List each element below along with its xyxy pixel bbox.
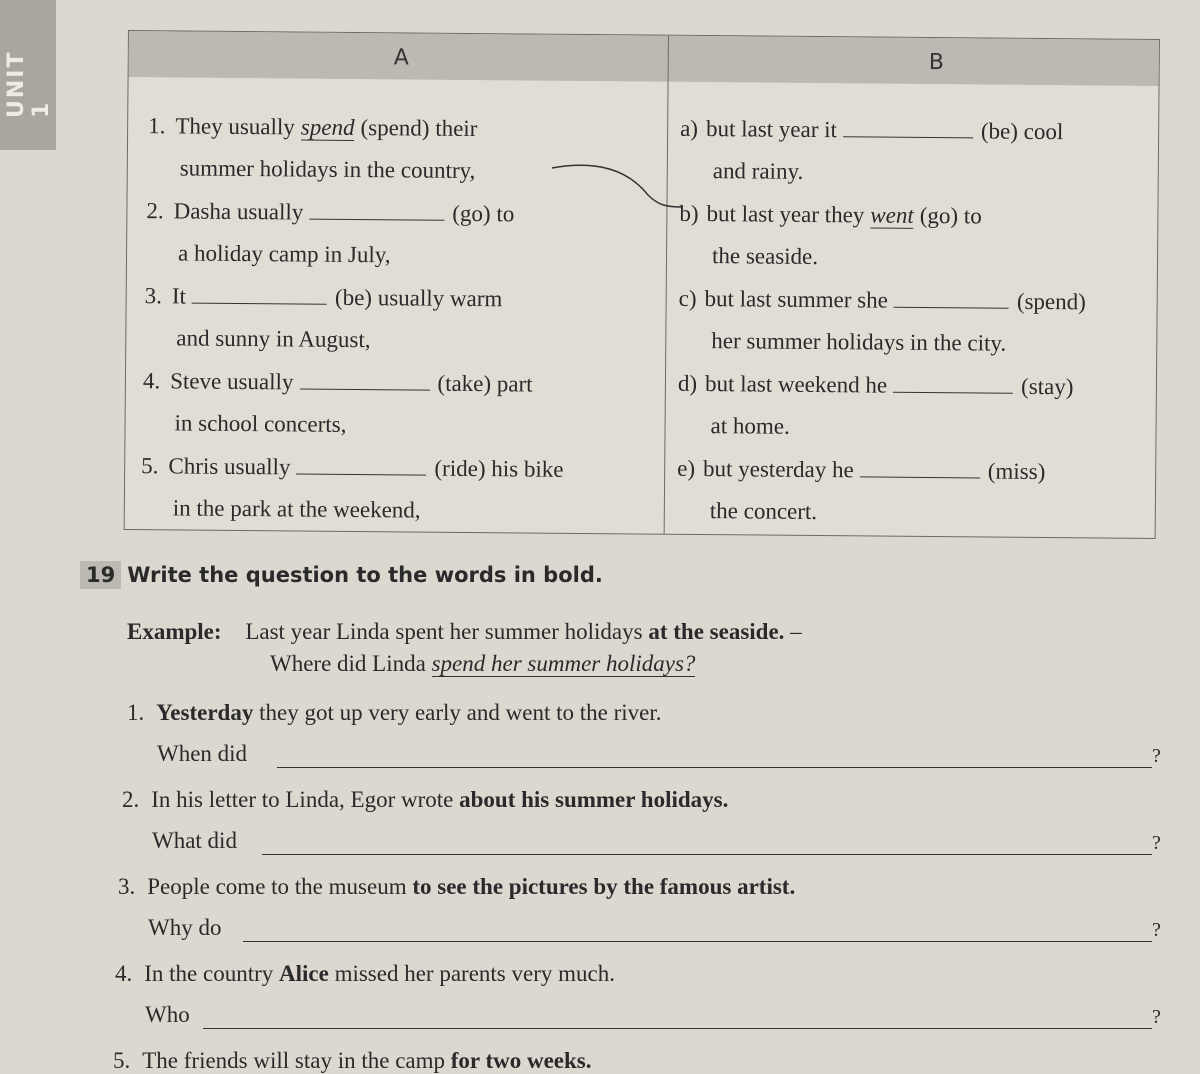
example-sentence: Last year Linda spent her summer holidays bbox=[245, 619, 649, 644]
item-text: Steve usually bbox=[170, 368, 294, 395]
question-prompt: Who bbox=[145, 1002, 190, 1027]
sentence-bold: Yesterday bbox=[156, 700, 254, 725]
column-divider bbox=[664, 36, 669, 534]
item-continuation: a holiday camp in July, bbox=[177, 240, 391, 268]
item-number: 4. bbox=[142, 368, 161, 394]
question-item bbox=[115, 961, 615, 987]
question-item bbox=[122, 787, 728, 813]
exercise-instruction: Write the question to the words in bold. bbox=[127, 563, 603, 587]
item-number: 5. bbox=[141, 453, 159, 479]
item-verb: (take) part bbox=[437, 370, 533, 397]
item-text: but last year it bbox=[705, 116, 838, 143]
answer-line[interactable] bbox=[243, 941, 1152, 942]
table-header bbox=[129, 31, 1159, 86]
item-verb: (go) to bbox=[919, 202, 982, 229]
answer-line[interactable] bbox=[262, 854, 1152, 855]
answer-filled: spend bbox=[300, 114, 355, 140]
sentence-bold: about his summer holidays. bbox=[459, 787, 729, 812]
sentence-bold: for two weeks. bbox=[450, 1048, 592, 1073]
sentence-text: In his letter to Linda, Egor wrote bbox=[151, 787, 460, 812]
sentence-text: In the country bbox=[144, 961, 280, 986]
item-continuation: and rainy. bbox=[712, 158, 804, 184]
table-b-item bbox=[678, 371, 1074, 400]
item-text: but yesterday he bbox=[702, 456, 854, 483]
matching-table bbox=[124, 30, 1160, 539]
table-a-item bbox=[145, 283, 503, 312]
item-verb: (miss) bbox=[987, 458, 1046, 485]
answer-line[interactable] bbox=[277, 767, 1152, 768]
table-a-item bbox=[143, 368, 533, 397]
table-b-item bbox=[680, 116, 1063, 145]
item-text: but last summer she bbox=[704, 286, 888, 313]
item-text: but last weekend he bbox=[704, 371, 888, 398]
table-b-item bbox=[679, 201, 982, 230]
answer-blank[interactable] bbox=[893, 374, 1013, 394]
item-letter: d) bbox=[677, 370, 698, 396]
answer-line[interactable] bbox=[203, 1028, 1152, 1029]
item-number: 3. bbox=[144, 283, 163, 309]
item-verb: (stay) bbox=[1021, 373, 1074, 400]
item-continuation: summer holidays in the country, bbox=[179, 155, 476, 184]
example-label: Example: bbox=[127, 619, 222, 644]
column-b-header: B bbox=[928, 49, 944, 76]
answer-blank[interactable] bbox=[296, 455, 426, 475]
table-a-item bbox=[148, 113, 477, 142]
table-a-item bbox=[146, 198, 514, 227]
example-question bbox=[270, 651, 695, 677]
table-b-item bbox=[679, 286, 1086, 316]
item-text: They usually bbox=[175, 113, 295, 140]
item-verb: (spend) bbox=[1016, 288, 1086, 315]
item-letter: c) bbox=[678, 285, 697, 311]
item-continuation: in school concerts, bbox=[174, 410, 347, 437]
item-continuation: her summer holidays in the city. bbox=[711, 328, 1007, 356]
sentence-text: they got up very early and went to the river. bbox=[253, 700, 662, 725]
question-mark: ? bbox=[1152, 1006, 1161, 1028]
example bbox=[127, 619, 802, 645]
question-prompt: Why do bbox=[148, 915, 222, 940]
question-mark: ? bbox=[1152, 832, 1161, 854]
item-verb: (go) to bbox=[452, 200, 515, 227]
item-text: Dasha usually bbox=[173, 198, 304, 225]
question-mark: ? bbox=[1152, 745, 1161, 767]
answer-blank[interactable] bbox=[299, 371, 429, 391]
answer-blank[interactable] bbox=[843, 118, 973, 138]
item-continuation: and sunny in August, bbox=[176, 325, 371, 353]
unit-side-tab bbox=[0, 0, 56, 150]
answer-blank[interactable] bbox=[192, 285, 327, 305]
exercise-number: 19 bbox=[80, 561, 121, 589]
example-question-start: Where did Linda bbox=[270, 651, 432, 676]
exercise-19-title bbox=[80, 563, 603, 587]
item-verb: (be) usually warm bbox=[334, 284, 503, 312]
answer-blank[interactable] bbox=[309, 201, 444, 221]
table-b-item bbox=[677, 456, 1045, 485]
question-number: 4. bbox=[115, 961, 133, 986]
sentence-text: The friends will stay in the camp bbox=[142, 1048, 451, 1073]
item-verb: (be) cool bbox=[980, 118, 1064, 145]
example-dash: – bbox=[784, 619, 802, 644]
answer-filled: went bbox=[870, 202, 914, 228]
item-continuation: the seaside. bbox=[711, 243, 819, 270]
question-number: 2. bbox=[122, 787, 140, 812]
item-continuation: in the park at the weekend, bbox=[172, 495, 421, 523]
item-letter: a) bbox=[680, 115, 699, 141]
item-text: but last year they bbox=[706, 201, 865, 228]
sentence-text: missed her parents very much. bbox=[328, 961, 615, 986]
item-continuation: at home. bbox=[710, 413, 790, 439]
sentence-text: People come to the museum bbox=[147, 874, 413, 899]
item-letter: b) bbox=[679, 200, 699, 226]
example-bold: at the seaside. bbox=[648, 619, 785, 644]
question-item bbox=[113, 1048, 592, 1074]
question-number: 5. bbox=[113, 1048, 131, 1073]
item-verb: (ride) his bike bbox=[434, 455, 564, 482]
question-item bbox=[118, 874, 795, 900]
item-verb: (spend) their bbox=[360, 115, 478, 142]
column-a-header: A bbox=[393, 45, 409, 71]
item-letter: e) bbox=[677, 455, 696, 481]
example-question-answer: spend her summer holidays? bbox=[431, 651, 696, 676]
question-item bbox=[127, 700, 661, 726]
table-a-item bbox=[141, 453, 564, 483]
item-continuation: the concert. bbox=[709, 498, 818, 525]
unit-label: UNIT 1 bbox=[4, 50, 54, 118]
answer-blank[interactable] bbox=[860, 458, 980, 478]
item-number: 2. bbox=[146, 198, 164, 224]
answer-blank[interactable] bbox=[894, 289, 1009, 309]
sentence-bold: Alice bbox=[279, 961, 329, 986]
question-number: 1. bbox=[127, 700, 145, 725]
question-mark: ? bbox=[1152, 919, 1161, 941]
question-prompt: When did bbox=[157, 741, 248, 766]
sentence-bold: to see the pictures by the famous artist. bbox=[412, 874, 796, 899]
question-prompt: What did bbox=[152, 828, 237, 853]
item-text: It bbox=[171, 283, 187, 309]
question-number: 3. bbox=[118, 874, 136, 899]
item-text: Chris usually bbox=[168, 453, 291, 480]
match-connector-line bbox=[548, 160, 688, 215]
item-number: 1. bbox=[148, 113, 166, 139]
